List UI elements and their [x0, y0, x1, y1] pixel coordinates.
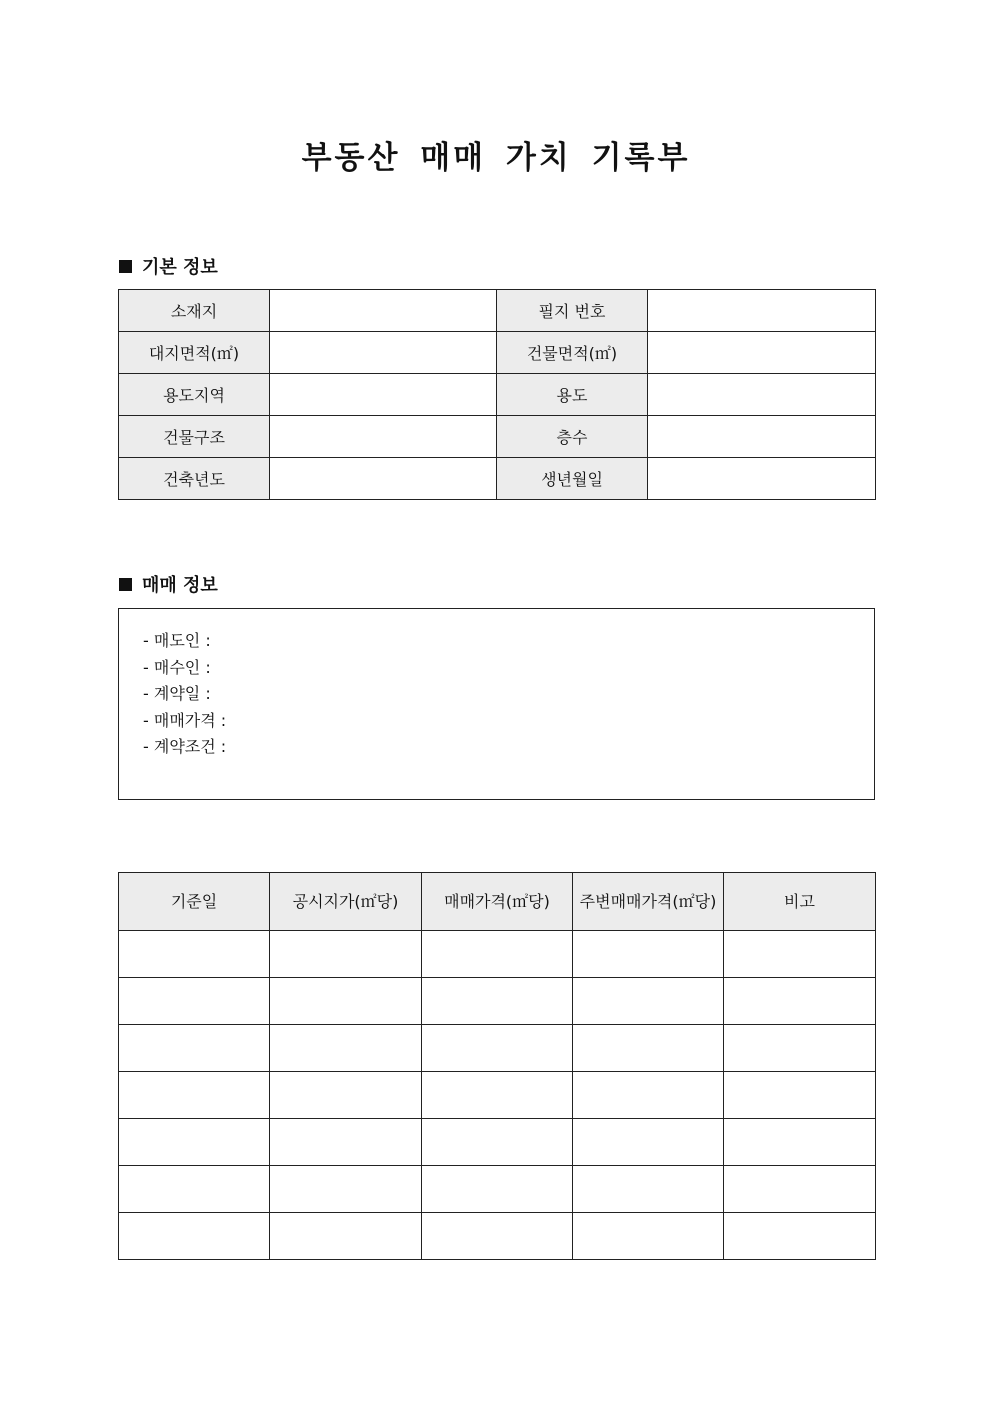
table-row: [119, 1166, 876, 1213]
table-cell[interactable]: [422, 1166, 573, 1213]
table-row: [119, 1072, 876, 1119]
column-header: 기준일: [119, 873, 270, 931]
table-row: [119, 416, 876, 458]
table-row: [119, 332, 876, 374]
location-field[interactable]: [270, 290, 497, 332]
table-cell[interactable]: [422, 978, 573, 1025]
table-cell[interactable]: [573, 1119, 724, 1166]
page-title: 부동산 매매 가치 기록부: [301, 140, 691, 176]
field-label: 소재지: [119, 290, 270, 332]
table-cell[interactable]: [724, 1213, 876, 1260]
table-cell[interactable]: [270, 1213, 422, 1260]
land-area-field[interactable]: [270, 332, 497, 374]
square-bullet-icon: [119, 578, 132, 591]
table-cell[interactable]: [573, 1072, 724, 1119]
table-cell[interactable]: [119, 1166, 270, 1213]
sale-price-item: - 매매가격 :: [143, 710, 227, 730]
square-bullet-icon: [119, 260, 132, 273]
table-row: [119, 1119, 876, 1166]
table-cell[interactable]: [119, 1119, 270, 1166]
basic-info-heading: [119, 253, 218, 279]
sales-info-heading-text: 매매 정보: [142, 575, 218, 596]
sales-info-list: [119, 609, 874, 761]
table-cell[interactable]: [573, 1025, 724, 1072]
floors-field[interactable]: [648, 416, 876, 458]
contract-terms-item: - 계약조건 :: [143, 737, 227, 757]
seller-item: - 매도인 :: [143, 631, 211, 650]
table-cell[interactable]: [422, 931, 573, 978]
zoning-field[interactable]: [270, 374, 497, 416]
table-cell[interactable]: [119, 931, 270, 978]
table-cell[interactable]: [724, 978, 876, 1025]
table-cell[interactable]: [573, 1166, 724, 1213]
table-cell[interactable]: [270, 1166, 422, 1213]
value-history-table: [118, 872, 876, 1260]
table-cell[interactable]: [724, 1119, 876, 1166]
field-label: 건축년도: [119, 458, 270, 500]
table-cell[interactable]: [724, 1166, 876, 1213]
column-header: 주변매매가격(㎡당): [573, 873, 724, 931]
table-cell[interactable]: [270, 1119, 422, 1166]
table-cell[interactable]: [573, 931, 724, 978]
table-cell[interactable]: [119, 1025, 270, 1072]
field-label: 대지면적(㎡): [119, 332, 270, 374]
table-cell[interactable]: [573, 978, 724, 1025]
field-label: 용도: [497, 374, 648, 416]
field-label: 생년월일: [497, 458, 648, 500]
basic-info-table: [118, 289, 876, 500]
buyer-item: - 매수인 :: [143, 657, 211, 677]
field-label: 건물구조: [119, 416, 270, 458]
table-row: [119, 458, 876, 500]
contract-date-item: - 계약일 :: [143, 684, 211, 704]
table-header-row: [119, 873, 876, 931]
table-row: [119, 978, 876, 1025]
table-cell[interactable]: [422, 1025, 573, 1072]
building-area-field[interactable]: [648, 332, 876, 374]
table-cell[interactable]: [119, 1213, 270, 1260]
table-cell[interactable]: [119, 1072, 270, 1119]
sales-info-box[interactable]: [118, 608, 875, 800]
table-cell[interactable]: [270, 1025, 422, 1072]
table-cell[interactable]: [270, 931, 422, 978]
field-label: 층수: [497, 416, 648, 458]
table-row: [119, 1025, 876, 1072]
column-header: 비고: [724, 873, 876, 931]
table-cell[interactable]: [724, 1072, 876, 1119]
table-cell[interactable]: [724, 1025, 876, 1072]
column-header: 공시지가(㎡당): [270, 873, 422, 931]
basic-info-heading-text: 기본 정보: [142, 257, 218, 278]
sales-info-heading: [119, 571, 218, 597]
table-row: [119, 374, 876, 416]
building-structure-field[interactable]: [270, 416, 497, 458]
table-cell[interactable]: [422, 1072, 573, 1119]
table-cell[interactable]: [573, 1213, 724, 1260]
table-cell[interactable]: [119, 978, 270, 1025]
field-label: 용도지역: [119, 374, 270, 416]
table-cell[interactable]: [270, 978, 422, 1025]
table-cell[interactable]: [724, 931, 876, 978]
table-cell[interactable]: [422, 1119, 573, 1166]
construction-year-field[interactable]: [270, 458, 497, 500]
column-header: 매매가격(㎡당): [422, 873, 573, 931]
field-label: 건물면적(㎡): [497, 332, 648, 374]
birth-date-field[interactable]: [648, 458, 876, 500]
usage-field[interactable]: [648, 374, 876, 416]
parcel-number-field[interactable]: [648, 290, 876, 332]
table-row: [119, 931, 876, 978]
table-row: [119, 290, 876, 332]
table-cell[interactable]: [422, 1213, 573, 1260]
table-cell[interactable]: [270, 1072, 422, 1119]
field-label: 필지 번호: [497, 290, 648, 332]
table-row: [119, 1213, 876, 1260]
